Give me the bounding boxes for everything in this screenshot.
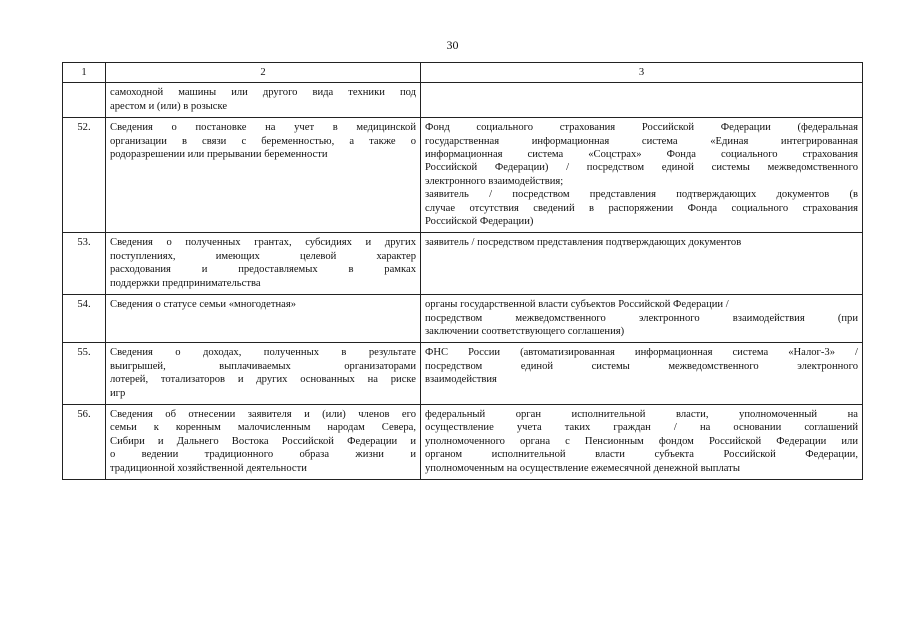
text-line: органы государственной власти субъектов Российской Федерации / <box>425 299 729 311</box>
info-description-cell <box>106 118 421 233</box>
text-line: организации в связи с беременностью, а также о <box>110 135 416 147</box>
text-line: осуществление учета таких граждан / на основании соглашений <box>425 422 858 434</box>
text-line: заключении соответствующего соглашения) <box>425 325 625 337</box>
info-description-cell <box>106 295 421 343</box>
text-line: Фонд социального страхования Российской Федерации (федеральная <box>425 122 858 134</box>
text-line: выигрышей, выплачиваемых организаторами <box>110 360 416 372</box>
text-line: Сибири и Дальнего Востока Российской Федерации и <box>110 435 416 447</box>
text-line: информационная система «Соцстрах» Фонда социального страхования <box>425 149 858 161</box>
text-line: о ведении традиционного образа жизни и <box>110 449 416 461</box>
info-source-cell <box>421 118 863 233</box>
info-source-cell <box>421 343 863 405</box>
info-description-cell <box>106 233 421 295</box>
page-number: 30 <box>446 38 459 52</box>
column-header-1: 1 <box>63 63 106 83</box>
text-line: случае отсутствия сведений в распоряжении Фонда социального страхования <box>425 202 858 214</box>
text-line: Сведения об отнесении заявителя и (или) членов его <box>110 408 416 420</box>
column-header-2: 2 <box>106 63 421 83</box>
text-line: Российской Федерации) / посредством единой системы межведомственного <box>425 162 858 174</box>
info-description-cell <box>106 404 421 479</box>
table-row <box>63 118 863 233</box>
text-line: поступлениях, имеющих целевой характер <box>110 250 416 262</box>
text-line: Российской Федерации) <box>425 216 534 228</box>
text-line: арестом и (или) в розыске <box>110 100 228 112</box>
text-line: традиционной хозяйственной деятельности <box>110 462 307 474</box>
info-source-cell <box>421 233 863 295</box>
text-line: посредством межведомственного электронного взаимодействия (при <box>425 312 858 324</box>
info-source-cell <box>421 404 863 479</box>
text-line: расходования и предоставляемых в рамках <box>110 264 416 276</box>
text-line: взаимодействия <box>425 374 497 386</box>
row-number-cell: 55. <box>63 343 106 405</box>
row-number-cell: 52. <box>63 118 106 233</box>
table-row <box>63 343 863 405</box>
text-line: самоходной машины или другого вида техники под <box>110 87 416 99</box>
text-line: органом исполнительной власти субъекта Российской Федерации, <box>425 449 858 461</box>
text-line: посредством единой системы межведомственного электронного <box>425 360 858 372</box>
text-line: Сведения о статусе семьи «многодетная» <box>110 299 297 311</box>
info-description-cell <box>106 83 421 118</box>
info-description-cell <box>106 343 421 405</box>
info-source-cell <box>421 295 863 343</box>
row-number-cell <box>63 83 106 118</box>
row-number-cell: 53. <box>63 233 106 295</box>
text-line: родоразрешении или прерывании беременности <box>110 149 328 161</box>
table-row <box>63 295 863 343</box>
table-row <box>63 404 863 479</box>
info-source-cell <box>421 83 863 118</box>
text-line: электронного взаимодействия; <box>425 175 564 187</box>
table-row <box>63 233 863 295</box>
text-line: Сведения о доходах, полученных в результате <box>110 347 416 359</box>
text-line: уполномоченного органа с Пенсионным фондом Российской Федерации или <box>425 435 858 447</box>
text-line: заявитель / посредством представления подтверждающих документов <box>425 237 742 249</box>
row-number-cell: 54. <box>63 295 106 343</box>
text-line: Сведения о постановке на учет в медицинской <box>110 122 416 134</box>
text-line: Сведения о полученных грантах, субсидиях и других <box>110 237 416 249</box>
text-line: заявитель / посредством представления подтверждающих документов (в <box>425 189 858 201</box>
column-header-3: 3 <box>421 63 863 83</box>
document-table <box>62 62 863 480</box>
text-line: семьи к коренным малочисленным народам Севера, <box>110 422 416 434</box>
text-line: лотерей, тотализаторов и других основанных на риске <box>110 374 416 386</box>
table-header-row <box>63 63 863 83</box>
text-line: поддержки предпринимательства <box>110 277 261 289</box>
text-line: государственная информационная система «Единая интегрированная <box>425 135 858 147</box>
text-line: ФНС России (автоматизированная информационная система «Налог-3» / <box>425 347 858 359</box>
text-line: уполномоченным на осуществление ежемесячной денежной выплаты <box>425 462 740 474</box>
text-line: федеральный орган исполнительной власти, уполномоченный на <box>425 408 858 420</box>
table-row-continuation <box>63 83 863 118</box>
row-number-cell: 56. <box>63 404 106 479</box>
text-line: игр <box>110 387 126 399</box>
